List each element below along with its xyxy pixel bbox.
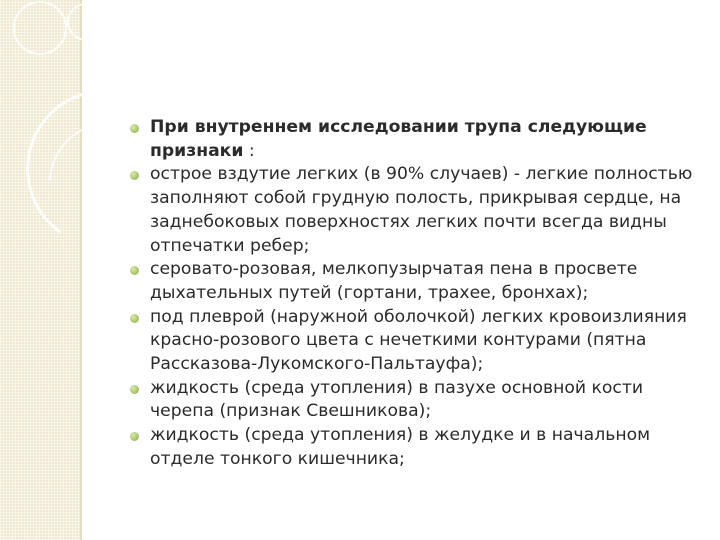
bullet-text: жидкость (среда утопления) в желудке и в начальном отделе тонкого кишечника; <box>150 425 651 469</box>
bullet-item-5 <box>130 377 700 424</box>
bullet-icon <box>130 385 139 394</box>
bullet-item-1 <box>130 116 700 163</box>
decorative-side-band <box>0 0 80 540</box>
bullet-text: острое вздутие легких (в 90% случаев) - легкие полностью заполняют собой грудную полость, прикрывая сердце, на заднебоковых поверхностях легких почти всегда видны отпечатки ребер; <box>150 164 693 256</box>
bullet-item-2 <box>130 163 700 258</box>
bullet-icon <box>130 124 139 133</box>
bullet-icon <box>130 432 139 441</box>
bullet-text: под плеврой (наружной оболочкой) легких кровоизлияния красно-розового цвета с нечеткими контурами (пятна Рассказова-Лукомского-Пальтауфа); <box>150 306 687 375</box>
bullet-text-bold: При внутреннем исследовании трупа следующие признаки <box>150 117 647 161</box>
bullet-icon <box>130 266 139 275</box>
bullet-text: жидкость (среда утопления) в пазухе основной кости черепа (признак Свешникова); <box>150 377 644 422</box>
bullet-text: : <box>243 140 255 161</box>
bullet-icon <box>130 314 139 323</box>
bullet-item-6 <box>130 424 700 471</box>
bullet-list <box>130 116 700 472</box>
bullet-text: серовато-розовая, мелкопузырчатая пена в просвете дыхательных путей (гортани, трахее, бронхах); <box>150 259 638 303</box>
bullet-item-4 <box>130 306 700 377</box>
side-band-edge <box>80 0 82 540</box>
bullet-item-3 <box>130 258 700 305</box>
bullet-icon <box>130 171 139 180</box>
